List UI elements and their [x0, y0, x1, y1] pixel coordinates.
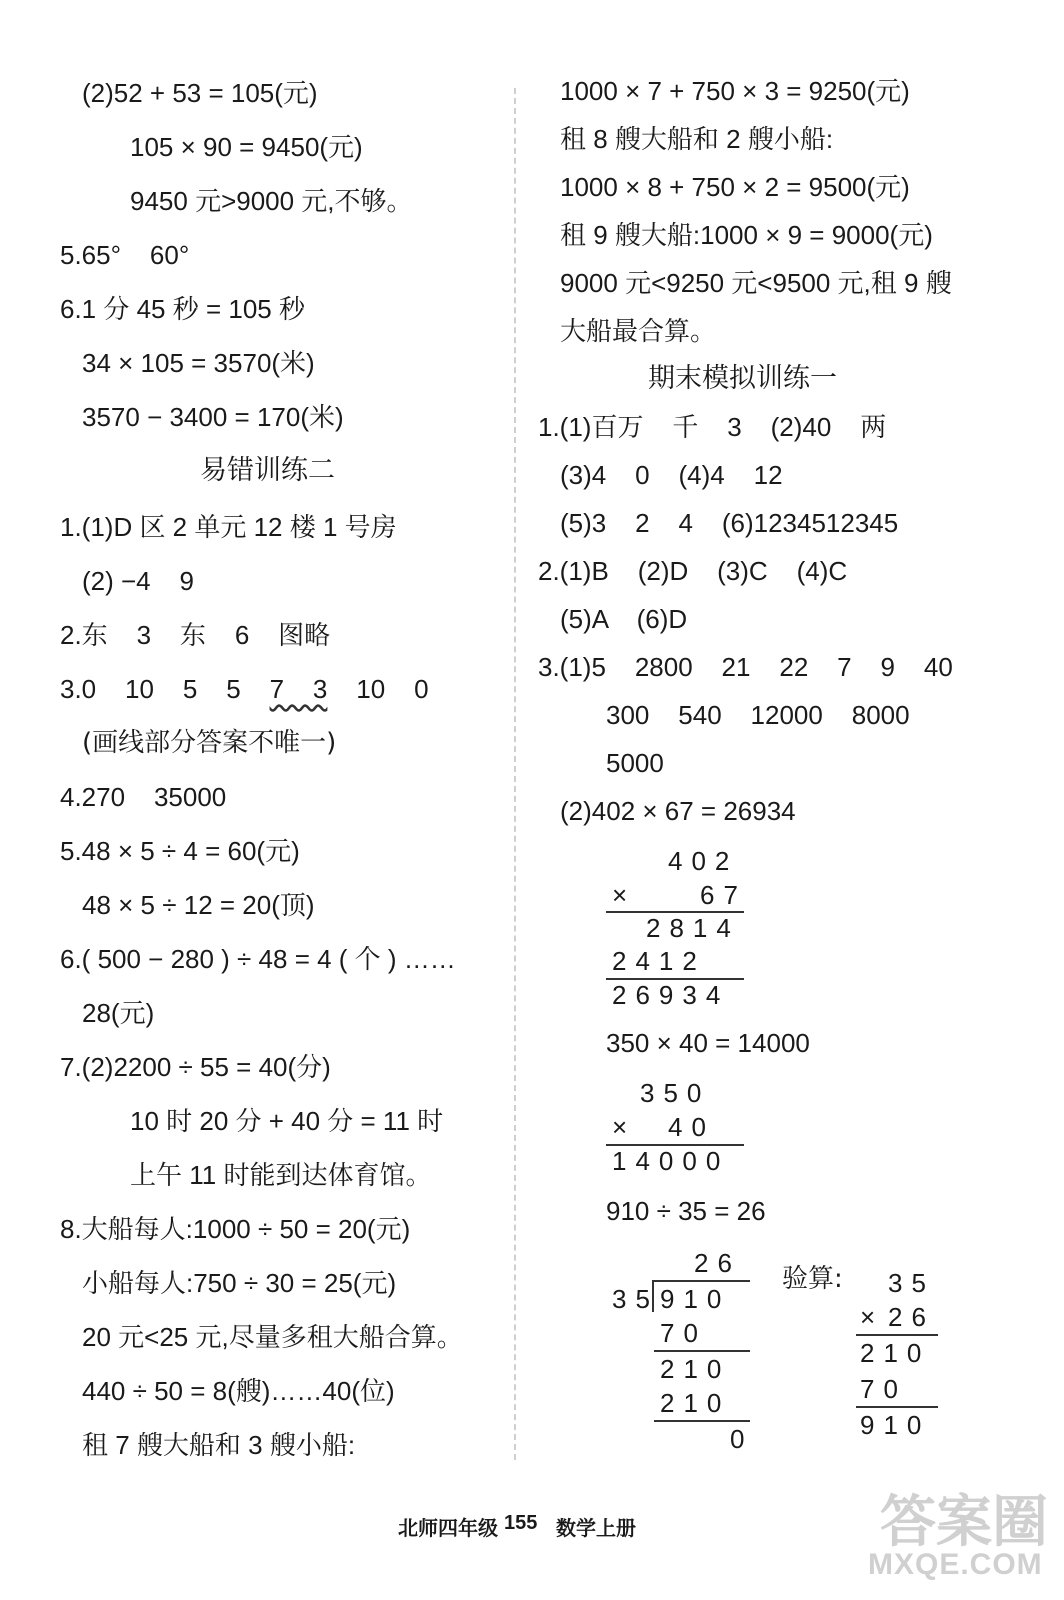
answer-line: 300 540 12000 8000: [606, 700, 910, 730]
page-number: 155: [504, 1512, 538, 1534]
answer-line: [60, 672, 429, 706]
multiplicand: 35: [888, 1268, 935, 1298]
product: 910: [860, 1410, 931, 1440]
operator: ×: [860, 1302, 885, 1332]
answer-line: 租 7 艘大船和 3 艘小船:: [82, 1430, 356, 1460]
answer-line: (3)4 0 (4)4 12: [560, 460, 783, 490]
answer-line: 48 × 5 ÷ 12 = 20(顶): [82, 890, 315, 920]
calc-rule: [654, 1420, 750, 1422]
product: 26934: [612, 980, 730, 1010]
answer-line: 3570 − 3400 = 170(米): [82, 402, 344, 432]
quotient: 26: [694, 1248, 741, 1278]
answer-line: (5)A (6)D: [560, 604, 688, 634]
answer-line: 2.(1)B (2)D (3)C (4)C: [538, 556, 848, 586]
answer-line: 1.(1)百万 千 3 (2)40 两: [538, 412, 887, 442]
calc-rule: [856, 1406, 938, 1408]
remainder: 0: [730, 1424, 754, 1454]
operator: ×: [612, 880, 637, 910]
answer-line: (5)3 2 4 (6)1234512345: [560, 508, 899, 538]
answer-line: 910 ÷ 35 = 26: [606, 1196, 766, 1226]
answer-text: 10 0: [327, 674, 429, 704]
multiplier: 40: [668, 1112, 715, 1142]
answer-line: 105 × 90 = 9450(元): [130, 132, 363, 162]
multiplicand: 402: [668, 846, 739, 876]
answer-line: 1000 × 7 + 750 × 3 = 9250(元): [560, 76, 910, 106]
answer-line: 2.东 3 东 6 图略: [60, 620, 331, 650]
answer-line: (2)52 + 53 = 105(元): [82, 78, 318, 108]
multiplier: 26: [888, 1302, 935, 1332]
watermark-url: MXQE.COM: [868, 1548, 1043, 1581]
divisor: 35: [612, 1284, 659, 1314]
answer-line: 28(元): [82, 998, 155, 1028]
answer-line: (2) −4 9: [82, 566, 194, 596]
answer-line: (2)402 × 67 = 26934: [560, 796, 796, 826]
subtrahend: 70: [660, 1318, 707, 1348]
answer-line: 3.(1)5 2800 21 22 7 9 40: [538, 652, 953, 682]
answer-line: 8.大船每人:1000 ÷ 50 = 20(元): [60, 1214, 411, 1244]
operator: ×: [612, 1112, 637, 1142]
answer-text: 3.0 10 5 5: [60, 674, 270, 704]
dividend: 910: [660, 1284, 731, 1314]
partial-product: 2814: [646, 913, 740, 943]
section-title: 期末模拟训练一: [648, 363, 837, 394]
answer-line: 6.( 500 − 280 ) ÷ 48 = 4 ( 个 ) ……: [60, 944, 456, 974]
answer-line: 租 8 艘大船和 2 艘小船:: [560, 124, 834, 154]
partial-product: 210: [860, 1338, 931, 1368]
answer-line: 440 ÷ 50 = 8(艘)……40(位): [82, 1376, 395, 1406]
answer-line: 6.1 分 45 秒 = 105 秒: [60, 294, 305, 324]
division-bar: [654, 1280, 750, 1282]
answer-line: 350 × 40 = 14000: [606, 1028, 810, 1058]
answer-line: 5.48 × 5 ÷ 4 = 60(元): [60, 836, 300, 866]
underlined-answer: 7 3: [269, 674, 328, 704]
partial-dividend: 210: [660, 1354, 731, 1384]
answer-line: 上午 11 时能到达体育馆。: [130, 1160, 432, 1190]
multiplicand: 350: [640, 1078, 711, 1108]
calc-rule: [654, 1350, 750, 1352]
answer-line: 租 9 艘大船:1000 × 9 = 9000(元): [560, 220, 933, 250]
product: 14000: [612, 1146, 730, 1176]
note-line: (画线部分答案不唯一): [82, 728, 337, 758]
answer-line: 10 时 20 分 + 40 分 = 11 时: [130, 1106, 444, 1136]
multiplier: 67: [700, 880, 747, 910]
answer-line: 7.(2)2200 ÷ 55 = 40(分): [60, 1052, 331, 1082]
answer-line: 9000 元<9250 元<9500 元,租 9 艘: [560, 268, 952, 298]
answer-line: 4.270 35000: [60, 782, 227, 812]
watermark-text: 答案圈: [880, 1490, 1048, 1553]
answer-line: 34 × 105 = 3570(米): [82, 348, 315, 378]
answer-line: 9450 元>9000 元,不够。: [130, 186, 413, 216]
partial-product: 2412: [612, 946, 706, 976]
answer-line: 小船每人:750 ÷ 30 = 25(元): [82, 1268, 397, 1298]
answer-line: 5000: [606, 748, 664, 778]
answer-line: 1000 × 8 + 750 × 2 = 9500(元): [560, 172, 910, 202]
subtrahend: 210: [660, 1388, 731, 1418]
answer-line: 1.(1)D 区 2 单元 12 楼 1 号房: [60, 512, 397, 542]
answer-line: 5.65° 60°: [60, 240, 190, 270]
answer-line: 大船最合算。: [560, 316, 717, 346]
footer-subject: 数学上册: [556, 1516, 636, 1540]
section-title: 易错训练二: [200, 455, 335, 486]
calc-rule: [856, 1334, 938, 1336]
footer-grade: 北师四年级: [398, 1516, 498, 1540]
column-divider: [514, 88, 516, 1460]
partial-product: 70: [860, 1374, 907, 1404]
check-label: 验算:: [782, 1264, 843, 1294]
answer-line: 20 元<25 元,尽量多租大船合算。: [82, 1322, 463, 1352]
